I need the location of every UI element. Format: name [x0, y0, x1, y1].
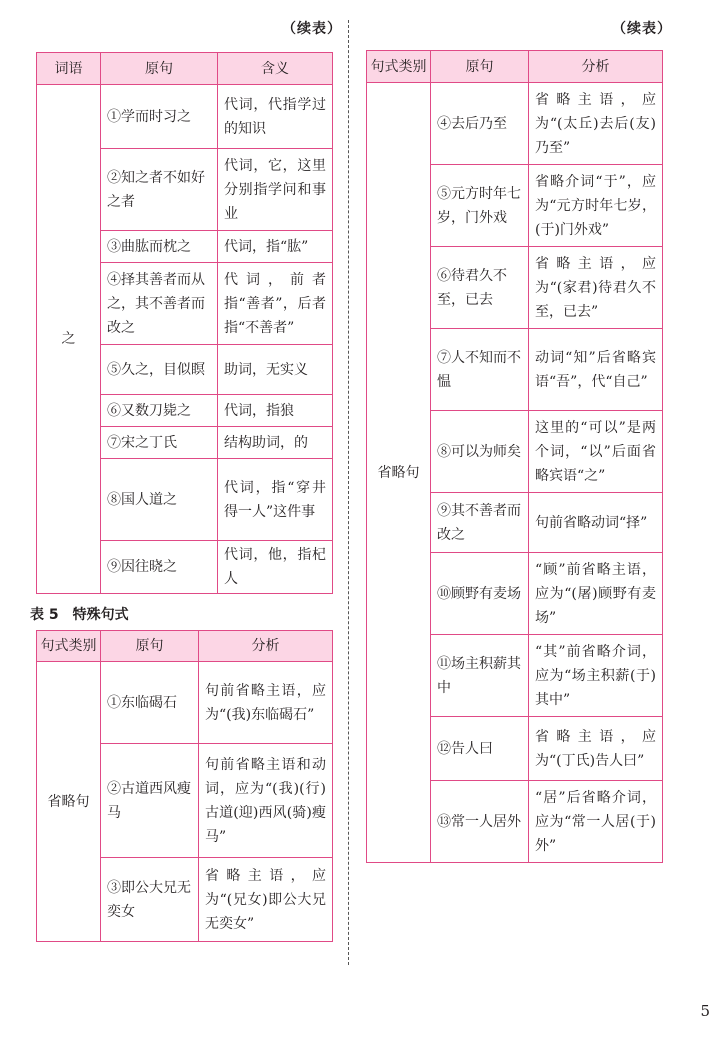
column-divider [348, 20, 349, 965]
table-row-sentence: ④去后乃至 [431, 83, 529, 165]
table-row-analysis: 动词“知”后省略宾语“吾”，代“自己” [529, 329, 663, 411]
table-row-analysis: “居”后省略介词，应为“常一人居(于)外” [529, 781, 663, 863]
table-row-sentence: ④择其善者而从之，其不善者而改之 [101, 263, 218, 345]
table-row-analysis: 省略介词“于”，应为“元方时年七岁，(于)门外戏” [529, 165, 663, 247]
table-row-sentence: ⑥待君久不至，已去 [431, 247, 529, 329]
page-number: 5 [700, 1002, 710, 1020]
table-row-analysis: 句前省略主语，应为“(我)东临碣石” [199, 662, 333, 744]
table-row-analysis: 省略主语，应为“(丁氏)告人曰” [529, 717, 663, 781]
table-row-sentence: ⑧可以为师矣 [431, 411, 529, 493]
table5-title: 表 5 特殊句式 [30, 607, 129, 623]
table-row-analysis: 句前省略动词“择” [529, 493, 663, 553]
table-row-analysis: “其”前省略介词，应为“场主积薪(于)其中” [529, 635, 663, 717]
table-row-meaning: 代词，他，指杞人 [218, 541, 333, 594]
table-row-meaning: 代词，它，这里分别指学问和事业 [218, 149, 333, 231]
table-word-meanings [36, 52, 333, 594]
table-row-sentence: ⑧国人道之 [101, 459, 218, 541]
table-row-sentence: ⑬常一人居外 [431, 781, 529, 863]
table-row-sentence: ⑪场主积薪其中 [431, 635, 529, 717]
table-row-meaning: 代词，指“肱” [218, 231, 333, 263]
header-category: 句式类别 [37, 631, 101, 662]
table-row-meaning: 结构助词，的 [218, 427, 333, 459]
header-analysis: 分析 [199, 631, 333, 662]
table-row-sentence: ①东临碣石 [101, 662, 199, 744]
table-row-sentence: ⑦人不知而不愠 [431, 329, 529, 411]
table-row-analysis: 省略主语，应为“(兄女)即公大兄无奕女” [199, 858, 333, 942]
table-row-sentence: ⑥又数刀毙之 [101, 395, 218, 427]
header-analysis: 分析 [529, 51, 663, 83]
table-row-sentence: ②古道西风瘦马 [101, 744, 199, 858]
header-category: 句式类别 [367, 51, 431, 83]
header-sentence: 原句 [101, 53, 218, 85]
table-row-analysis: 省略主语，应为“(太丘)去后(友)乃至” [529, 83, 663, 165]
continued-label-right: （续表） [612, 21, 672, 37]
table-row-sentence: ⑩顾野有麦场 [431, 553, 529, 635]
table-row-sentence: ⑤久之，目似瞑 [101, 345, 218, 395]
table-row-sentence: ⑨因往晓之 [101, 541, 218, 594]
table-row-meaning: 代词，指狼 [218, 395, 333, 427]
header-meaning: 含义 [218, 53, 333, 85]
table-row-meaning: 代词，指“穿井得一人”这件事 [218, 459, 333, 541]
category-cell: 省略句 [37, 662, 101, 942]
table-row-sentence: ③即公大兄无奕女 [101, 858, 199, 942]
table-row-meaning: 代词，代指学过的知识 [218, 85, 333, 149]
table-row-meaning: 助词，无实义 [218, 345, 333, 395]
table-row-analysis: 句前省略主语和动词，应为“(我)(行)古道(迎)西风(骑)瘦马” [199, 744, 333, 858]
table-row-sentence: ⑦宋之丁氏 [101, 427, 218, 459]
header-sentence: 原句 [431, 51, 529, 83]
continued-label-left: （续表） [282, 21, 342, 37]
word-cell: 之 [37, 85, 101, 594]
table-row-sentence: ⑫告人曰 [431, 717, 529, 781]
table-row-analysis: “顾”前省略主语，应为“(屠)顾野有麦场” [529, 553, 663, 635]
table-row-sentence: ⑨其不善者而改之 [431, 493, 529, 553]
table-row-sentence: ①学而时习之 [101, 85, 218, 149]
header-word: 词语 [37, 53, 101, 85]
table-row-sentence: ⑤元方时年七岁，门外戏 [431, 165, 529, 247]
table-row-sentence: ②知之者不如好之者 [101, 149, 218, 231]
table-row-meaning: 代词，前者指“善者”，后者指“不善者” [218, 263, 333, 345]
category-cell: 省略句 [367, 83, 431, 863]
table-special-sentences-continued [366, 50, 663, 863]
table-row-analysis: 省略主语，应为“(家君)待君久不至，已去” [529, 247, 663, 329]
table-row-sentence: ③曲肱而枕之 [101, 231, 218, 263]
table-row-analysis: 这里的“可以”是两个词，“以”后面省略宾语“之” [529, 411, 663, 493]
table-special-sentences [36, 630, 333, 942]
header-sentence: 原句 [101, 631, 199, 662]
